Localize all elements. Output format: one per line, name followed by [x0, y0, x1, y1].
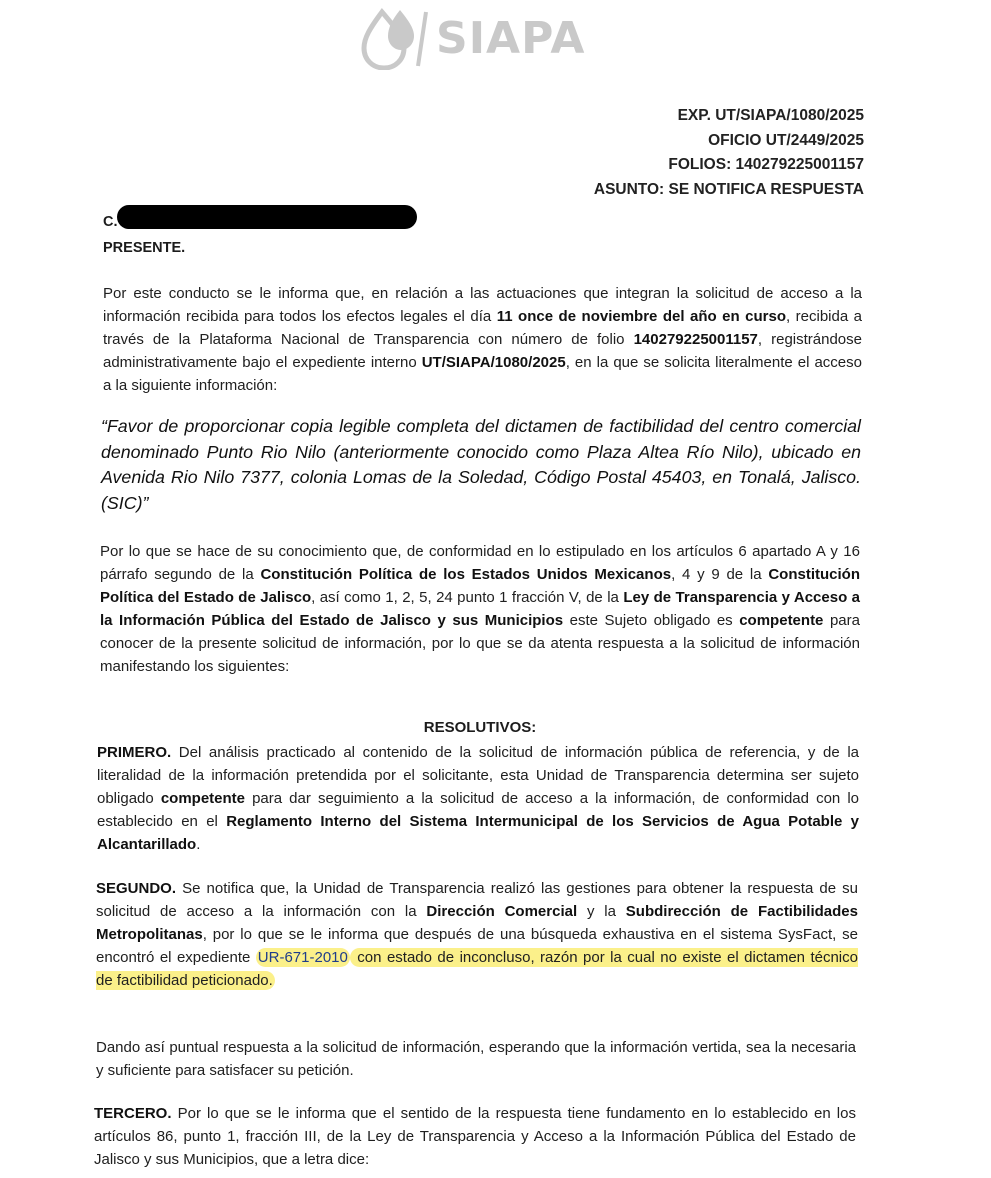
primero-competente: competente — [160, 790, 245, 807]
primero-paragraph — [97, 741, 859, 856]
presente-label: PRESENTE. — [103, 240, 186, 256]
segundo-text-3: , por lo que se le informa que después de una búsqueda exhaustiva en el sistema SysFact, se encontró el expediente — [96, 926, 858, 966]
fundamento-paragraph — [100, 540, 860, 678]
segundo-label: SEGUNDO. — [96, 880, 177, 897]
addressee-prefix: C. — [103, 214, 118, 230]
segundo-text-2: y la — [577, 903, 626, 920]
fundamento-text-4: este Sujeto obligado es — [563, 612, 740, 629]
segundo-text-1: Se notifica que, la Unidad de Transparencia realizó las gestiones para obtener la respuesta de su solicitud de acceso a la información con la — [96, 880, 858, 920]
logo-wordmark: SIAPA — [436, 12, 586, 64]
fundamento-text-2: , 4 y 9 de la — [671, 566, 769, 583]
segundo-subdireccion: Subdirección de Factibilidades Metropolitanas — [96, 903, 858, 943]
requested-information-quote: “Favor de proporcionar copia legible completa del dictamen de factibilidad del centro comercial denominado Punto Rio Nilo (anteriormente conocido como Plaza Altea Río Nilo), ubicado en Avenida Rio Nilo 7377, colonia Lomas de la Soledad, Código Postal 45403, en Tonalá, Jalisco. (SIC)” — [101, 416, 861, 513]
fundamento-ley-transparencia: Ley de Transparencia y Acceso a la Información Pública del Estado de Jalisco y sus Municipios — [100, 589, 861, 629]
fundamento-constitucion-federal: Constitución Política de los Estados Unidos Mexicanos — [260, 566, 672, 583]
tercero-label: TERCERO. — [94, 1105, 172, 1122]
primero-label: PRIMERO. — [97, 744, 172, 761]
fundamento-text-3: , así como 1, 2, 5, 24 punto 1 fracción V, de la — [311, 589, 624, 606]
dando-paragraph: Dando así puntual respuesta a la solicitud de información, esperando que la información vertida, sea la necesaria y suficiente para satisfacer su petición. — [96, 1039, 856, 1079]
asunto-line: ASUNTO: SE NOTIFICA RESPUESTA — [593, 180, 864, 198]
primero-text-3: . — [196, 836, 201, 853]
tercero-paragraph — [94, 1102, 856, 1171]
oficio-number: OFICIO UT/2449/2025 — [708, 131, 864, 149]
intro-text-4: , en la que se solicita literalmente el acceso a la siguiente información: — [103, 354, 862, 394]
expediente-number: EXP. UT/SIAPA/1080/2025 — [677, 107, 864, 124]
tercero-text-1: Por lo que se le informa que el sentido de la respuesta tiene fundamento en lo establecido en los artículos 86, punto 1, fracción III, de la Ley de Transparencia y Acceso a la Información Pública del Estado de Jalisco y sus Municipios, que a letra dice: — [94, 1105, 856, 1168]
intro-date: 11 once de noviembre del año en curso — [496, 308, 787, 325]
fundamento-constitucion-jalisco: Constitución Política del Estado de Jalisco — [100, 566, 860, 606]
highlighted-expediente: UR-671-2010 — [257, 949, 348, 966]
primero-text-1: Del análisis practicado al contenido de la solicitud de información pública de referencia, y de la literalidad de la información pretendida por el solicitante, esta Unidad de Transparencia determina ser sujeto obligado — [97, 744, 859, 807]
siapa-logo — [360, 6, 585, 70]
intro-text-3: , registrándose administrativamente bajo el expediente interno — [103, 331, 862, 371]
redacted-name — [117, 205, 417, 229]
intro-text-1: Por este conducto se le informa que, en relación a las actuaciones que integran la solicitud de acceso a la información recibida para todos los efectos legales el día — [103, 285, 862, 325]
highlighted-estado-inconcluso: con estado de inconcluso, razón por la cual no existe el dictamen técnico de factibilidad peticionado. — [96, 949, 858, 989]
fundamento-text-5: para conocer de la presente solicitud de información, por lo que se da atenta respuesta a la solicitud de información manifestando los siguientes: — [100, 612, 860, 675]
fundamento-text-1: Por lo que se hace de su conocimiento que, de conformidad en lo estipulado en los artículos 6 apartado A y 16 párrafo segundo de la — [100, 543, 860, 583]
document-header — [594, 104, 864, 202]
intro-text-2: , recibida a través de la Plataforma Nacional de Transparencia con número de folio — [103, 308, 863, 348]
fundamento-competente: competente — [739, 612, 824, 629]
segundo-direccion-comercial: Dirección Comercial — [426, 903, 578, 920]
resolutivos-heading: RESOLUTIVOS: — [423, 719, 537, 736]
intro-expediente: UT/SIAPA/1080/2025 — [421, 354, 566, 371]
water-drops-icon — [360, 6, 430, 70]
primero-reglamento: Reglamento Interno del Sistema Intermunicipal de los Servicios de Agua Potable y Alcantarillado — [97, 813, 859, 853]
intro-paragraph — [103, 282, 862, 397]
primero-text-2: para dar seguimiento a la solicitud de acceso a la información, de conformidad con lo establecido en el — [97, 790, 860, 830]
intro-folio: 140279225001157 — [633, 331, 758, 348]
segundo-paragraph — [96, 877, 858, 992]
folio-number: FOLIOS: 140279225001157 — [668, 156, 864, 173]
